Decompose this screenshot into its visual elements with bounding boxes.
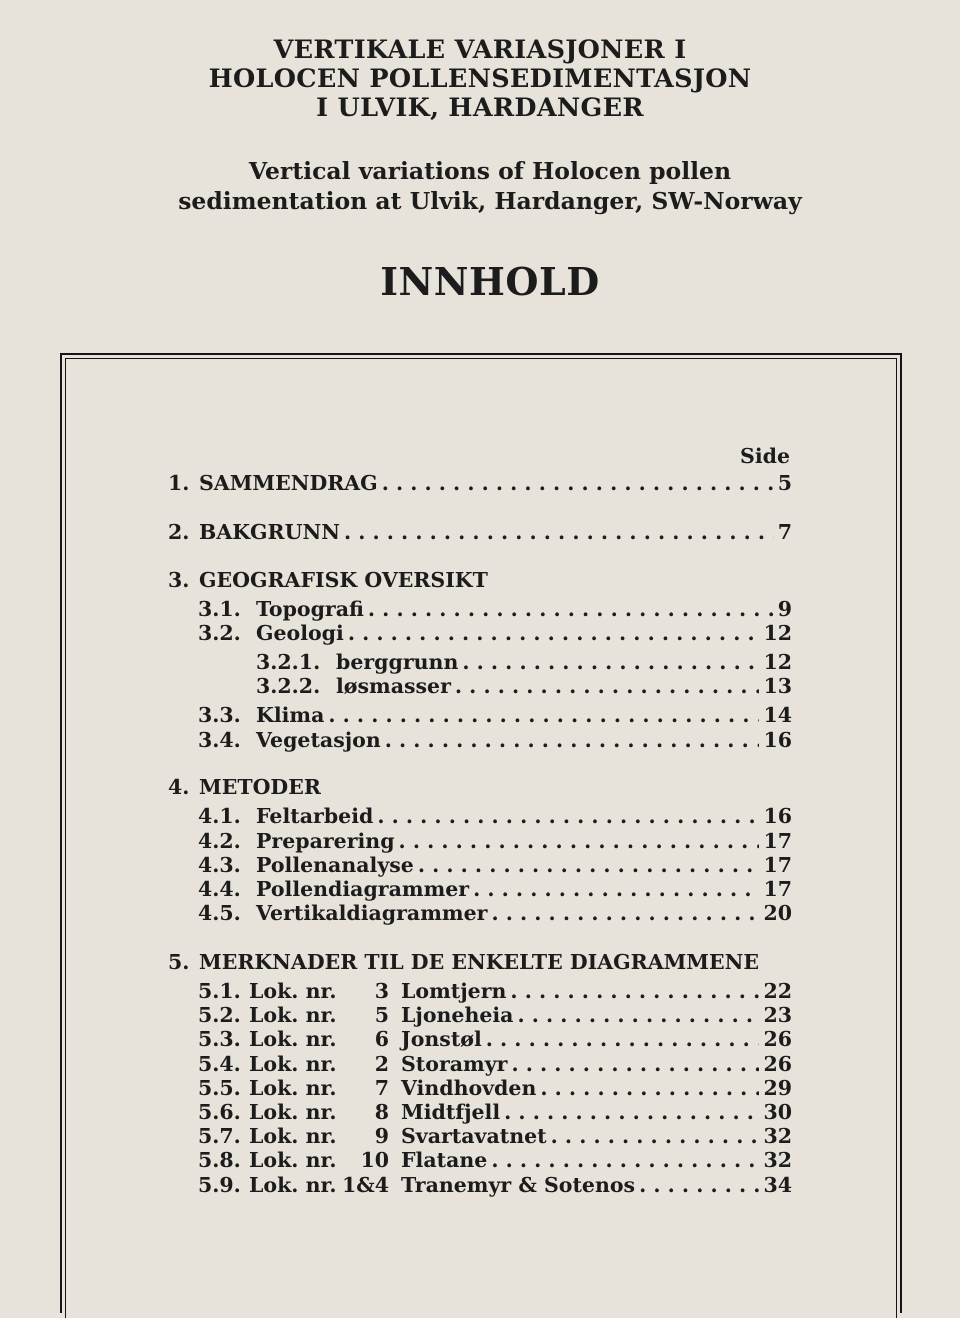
toc-number: 5.4. [198, 1052, 241, 1076]
toc-number: 3.3. [198, 703, 241, 727]
leader-dots [491, 1147, 759, 1173]
toc-label: Geologi [256, 621, 344, 645]
lok-number: 9 [374, 1124, 389, 1148]
toc-page: 17 [763, 829, 792, 853]
toc-entry-lok [198, 1051, 792, 1077]
lok-label: Lok. nr. [249, 979, 337, 1003]
toc-entry-lok [198, 1075, 792, 1101]
toc-number: 5.7. [198, 1124, 241, 1148]
toc-entry-4-4 [198, 876, 792, 902]
lok-label: Lok. nr. [249, 1173, 337, 1197]
toc-page: 23 [763, 1003, 792, 1027]
lok-number: 10 [360, 1148, 389, 1172]
page-column-label: Side [740, 444, 790, 468]
toc-page: 26 [763, 1027, 792, 1051]
toc-entry-lok [198, 1147, 792, 1173]
leader-dots [399, 828, 760, 854]
toc-entry-3-2-1 [256, 649, 792, 675]
leader-dots [540, 1075, 759, 1101]
toc-number: 5. [168, 950, 190, 974]
toc-entry-4-5 [198, 900, 792, 926]
toc-entry-lok [198, 1172, 792, 1198]
toc-page: 14 [763, 703, 792, 727]
toc-number: 4.1. [198, 804, 241, 828]
leader-dots [368, 596, 774, 622]
toc-page: 32 [763, 1124, 792, 1148]
toc-entry-3-2 [198, 620, 792, 646]
leader-dots [639, 1172, 759, 1198]
lok-number: 7 [374, 1076, 389, 1100]
lok-label: Lok. nr. [249, 1100, 337, 1124]
title-line-3: I ULVIK, HARDANGER [316, 93, 644, 123]
title-line-1: VERTIKALE VARIASJONER I [273, 35, 687, 65]
toc-page: 17 [763, 853, 792, 877]
toc-number: 4.3. [198, 853, 241, 877]
lok-number: 3 [374, 979, 389, 1003]
toc-label: berggrunn [336, 650, 459, 674]
lok-label: Lok. nr. [249, 1003, 337, 1027]
toc-page: 13 [763, 674, 792, 698]
toc-number: 5.9. [198, 1173, 241, 1197]
leader-dots [418, 852, 760, 878]
toc-page: 16 [763, 804, 792, 828]
toc-heading-4 [168, 774, 321, 800]
toc-label: Feltarbeid [256, 804, 374, 828]
lok-label: Lok. nr. [249, 1124, 337, 1148]
leader-dots [348, 620, 760, 646]
toc-entry-lok [198, 1099, 792, 1125]
leader-dots [551, 1123, 760, 1149]
toc-label: Storamyr [401, 1052, 508, 1076]
toc-label: Preparering [256, 829, 395, 853]
toc-number: 4. [168, 775, 190, 799]
toc-number: 5.6. [198, 1100, 241, 1124]
toc-page: 20 [763, 901, 792, 925]
toc-page: 5 [777, 471, 792, 495]
toc-page: 32 [763, 1148, 792, 1172]
toc-label: Ljoneheia [401, 1003, 514, 1027]
lok-number: 1&4 [341, 1173, 389, 1197]
lok-label: Lok. nr. [249, 1148, 337, 1172]
toc-page: 30 [763, 1100, 792, 1124]
toc-label: Flatane [401, 1148, 488, 1172]
toc-page: 29 [763, 1076, 792, 1100]
toc-number: 5.2. [198, 1003, 241, 1027]
toc-page: 26 [763, 1052, 792, 1076]
toc-label: Midtfjell [401, 1100, 501, 1124]
leader-dots [462, 649, 759, 675]
toc-label: Tranemyr & Sotenos [401, 1173, 636, 1197]
toc-number: 1. [168, 471, 190, 495]
toc-label: BAKGRUNN [199, 520, 340, 544]
toc-number: 5.3. [198, 1027, 241, 1051]
toc-heading-5 [168, 949, 759, 975]
subtitle-line-1: Vertical variations of Holocen pollen [248, 157, 732, 185]
toc-label: Svartavatnet [401, 1124, 547, 1148]
toc-page: 16 [763, 728, 792, 752]
subtitle-line-2: sedimentation at Ulvik, Hardanger, SW-Norway [178, 187, 802, 215]
title-norwegian [0, 36, 960, 123]
leader-dots [486, 1026, 760, 1052]
toc-label: Pollendiagrammer [256, 877, 470, 901]
toc-number: 3.2.1. [256, 650, 321, 674]
toc-entry-3-2-2 [256, 673, 792, 699]
toc-entry-3-4 [198, 727, 792, 753]
lok-label: Lok. nr. [249, 1076, 337, 1100]
lok-number: 8 [374, 1100, 389, 1124]
leader-dots [328, 702, 759, 728]
leader-dots [382, 470, 774, 496]
toc-entry-1 [168, 470, 792, 496]
leader-dots [511, 1051, 759, 1077]
toc-heading-3 [168, 567, 488, 593]
toc-page: 34 [763, 1173, 792, 1197]
toc-number: 2. [168, 520, 190, 544]
leader-dots [473, 876, 759, 902]
title-english [0, 156, 960, 216]
lok-label: Lok. nr. [249, 1052, 337, 1076]
toc-number: 4.4. [198, 877, 241, 901]
toc-entry-3-1 [198, 596, 792, 622]
toc-label: SAMMENDRAG [199, 471, 378, 495]
lok-number: 6 [374, 1027, 389, 1051]
toc-label: Vertikaldiagrammer [256, 901, 488, 925]
leader-dots [344, 519, 774, 545]
leader-dots [510, 978, 759, 1004]
toc-label: Vindhovden [401, 1076, 537, 1100]
toc-label: løsmasser [336, 674, 451, 698]
toc-entry-2 [168, 519, 792, 545]
toc-page: 17 [763, 877, 792, 901]
toc-entry-lok [198, 1123, 792, 1149]
lok-number: 2 [374, 1052, 389, 1076]
toc-number: 5.1. [198, 979, 241, 1003]
toc-label: Vegetasjon [256, 728, 381, 752]
toc-label: MERKNADER TIL DE ENKELTE DIAGRAMMENE [199, 950, 759, 974]
lok-label: Lok. nr. [249, 1027, 337, 1051]
toc-label: Lomtjern [401, 979, 507, 1003]
toc-number: 3.2. [198, 621, 241, 645]
title-line-2: HOLOCEN POLLENSEDIMENTASJON [208, 64, 752, 94]
contents-heading: INNHOLD [380, 259, 600, 304]
toc-entry-4-2 [198, 828, 792, 854]
toc-page: 22 [763, 979, 792, 1003]
toc-label: Jonstøl [401, 1027, 482, 1051]
leader-dots [455, 673, 760, 699]
toc-number: 4.2. [198, 829, 241, 853]
toc-page: 7 [777, 520, 792, 544]
leader-dots [377, 803, 759, 829]
toc-number: 3.2.2. [256, 674, 321, 698]
leader-dots [504, 1099, 759, 1125]
toc-page: 12 [763, 650, 792, 674]
toc-number: 3. [168, 568, 190, 592]
toc-number: 5.5. [198, 1076, 241, 1100]
toc-label: Pollenanalyse [256, 853, 414, 877]
toc-page: 12 [763, 621, 792, 645]
toc-label: METODER [199, 775, 321, 799]
toc-number: 4.5. [198, 901, 241, 925]
toc-entry-lok [198, 978, 792, 1004]
toc-number: 3.4. [198, 728, 241, 752]
toc-entry-3-3 [198, 702, 792, 728]
toc-entry-lok [198, 1002, 792, 1028]
leader-dots [517, 1002, 759, 1028]
leader-dots [491, 900, 759, 926]
toc-entry-4-1 [198, 803, 792, 829]
toc-entry-lok [198, 1026, 792, 1052]
toc-number: 3.1. [198, 597, 241, 621]
leader-dots [385, 727, 760, 753]
toc-entry-4-3 [198, 852, 792, 878]
toc-page: 9 [777, 597, 792, 621]
lok-number: 5 [374, 1003, 389, 1027]
toc-label: Topografi [256, 597, 364, 621]
toc-label: GEOGRAFISK OVERSIKT [199, 568, 488, 592]
toc-label: Klima [256, 703, 325, 727]
toc-number: 5.8. [198, 1148, 241, 1172]
